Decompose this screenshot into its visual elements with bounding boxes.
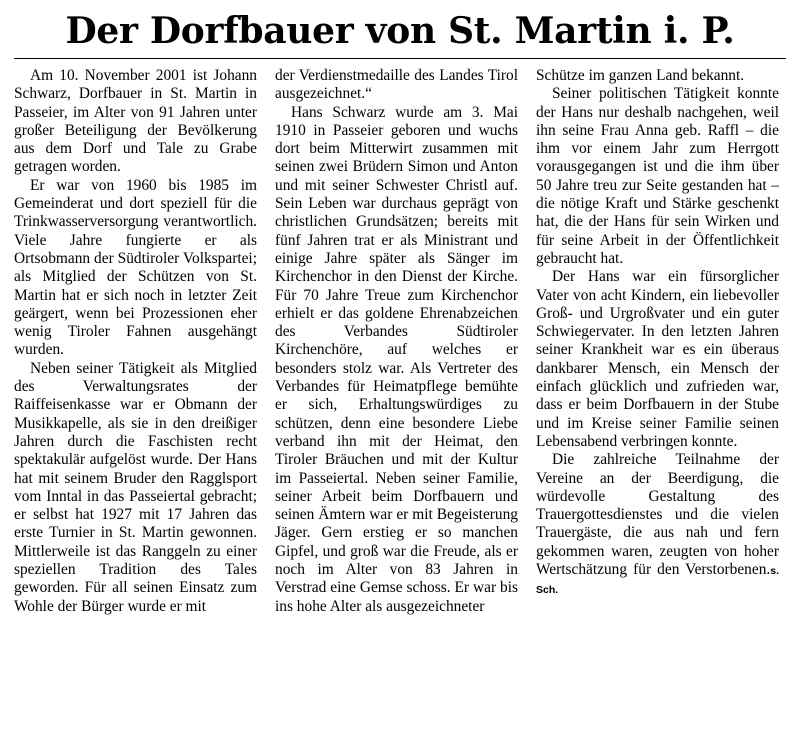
paragraph: Hans Schwarz wurde am 3. Mai 1910 in Passeier geboren und wuchs dort beim Mitterwirt zusammen mit seinen zwei Brüdern Simon und Anton und mit seiner Schwester Christl auf. Sein Leben war durchaus geprägt von christlichen Grundsätzen; bereits mit fünf Jahren trat er als Ministrant und einige Jahre später als Sänger im Kirchenchor in den Dienst der Kirche. Für 70 Jahre Treue zum Kirchenchor erhielt er das goldene Ehrenabzeichen des Verbandes Südtiroler Kirchenchöre, auf welches er besonders stolz war. Als Vertreter des Verbandes für Heimatpflege bemühte er sich, Erhaltungswürdiges zu schützen, denn eine besondere Liebe verband ihn mit der Heimat, den Tiroler Bräuchen und mit der Kultur im Passeiertal. Neben seiner Familie, seiner Arbeit beim Dorfbauern und seinen Ämtern war er mit Begeisterung Jäger. Gern erstieg er so manchen Gipfel, und groß war die Freude, als er noch im Alter von 83 Jahren in Verstrad eine Gemse schoss. Er war bis ins hohe Alter als ausgezeichneter — [275, 103, 518, 615]
paragraph: Er war von 1960 bis 1985 im Gemeinderat und dort speziell für die Trinkwasserversorgung verantwortlich. Viele Jahre fungierte er als Ortsobmann der Südtiroler Volkspartei; als Mitglied der Schützen von St. Martin hat er sich noch in letzter Zeit geärgert, wenn bei Prozessionen eher wenig Tiroler Fahnen ausgehängt wurden. — [14, 176, 257, 359]
paragraph: der Verdienstmedaille des Landes Tirol ausgezeichnet.“ — [275, 67, 518, 103]
paragraph: Am 10. November 2001 ist Johann Schwarz, Dorfbauer in St. Martin in Passeier, im Alter von 91 Jahren unter großer Beteiligung der Bevölkerung aus dem Dorf und Tale zu Grabe getragen worden. — [14, 67, 257, 176]
paragraph: Der Hans war ein fürsorglicher Vater von acht Kindern, ein liebevoller Groß- und Urgroßvater und ein guter Schwiegervater. In den letzten Jahren seiner Krankheit war es ein überaus dankbarer Mensch, ein Mensch der einfach glücklich und zufrieden war, dass er beim Dorfbauern in der Stube und im Kreise seiner Familie seinen Lebensabend verbringen konnte. — [536, 268, 779, 450]
author-signature: s. Sch. — [536, 565, 779, 597]
paragraph-text: Die zahlreiche Teilnahme der Vereine an der Beerdigung, die würdevolle Gestaltung des Trauergottesdienstes und die vielen Trauergäste, die aus nah und fern gekommen waren, zeugten von hoher Wertschätzung für den Verstorbenen. — [536, 451, 779, 579]
article-columns — [14, 67, 786, 616]
paragraph: Neben seiner Tätigkeit als Mitglied des Verwaltungsrates der Raiffeisenkasse war er Obmann der Musikkapelle, als sie in den dreißiger Jahren durch die Faschisten recht spektakulär aufgelöst wurde. Der Hans hat mit seinem Bruder den Ragglsport vom Inntal in das Passeiertal gebracht; er selbst hat 1927 mit 17 Jahren das erste Turnier in St. Martin gewonnen. Mittlerweile ist das Ranggeln zu einer speziellen Tradition des Tales geworden. Für all seinen Einsatz zum Wohle der Bürger wurde er mit — [14, 359, 257, 615]
article-column-2 — [275, 67, 518, 616]
paragraph: Seiner politischen Tätigkeit konnte der Hans nur deshalb nachgehen, weil ihn seine Frau Anna geb. Raffl – die ihm vor einem Jahr zum Herrgott vorausgegangen ist und die ihm über 50 Jahre treu zur Seite gestanden hat – die nötige Kraft und Stärke geschenkt hat, die der Hans für sein Wirken und für seine Arbeit in der Öffentlichkeit gebraucht hat. — [536, 85, 779, 267]
paragraph-with-signature — [536, 451, 779, 599]
title-divider — [14, 58, 786, 59]
article-column-1 — [14, 67, 257, 616]
paragraph: Schütze im ganzen Land bekannt. — [536, 67, 745, 84]
page-title: Der Dorfbauer von St. Martin i. P. — [65, 10, 735, 52]
article-column-3 — [536, 67, 779, 600]
